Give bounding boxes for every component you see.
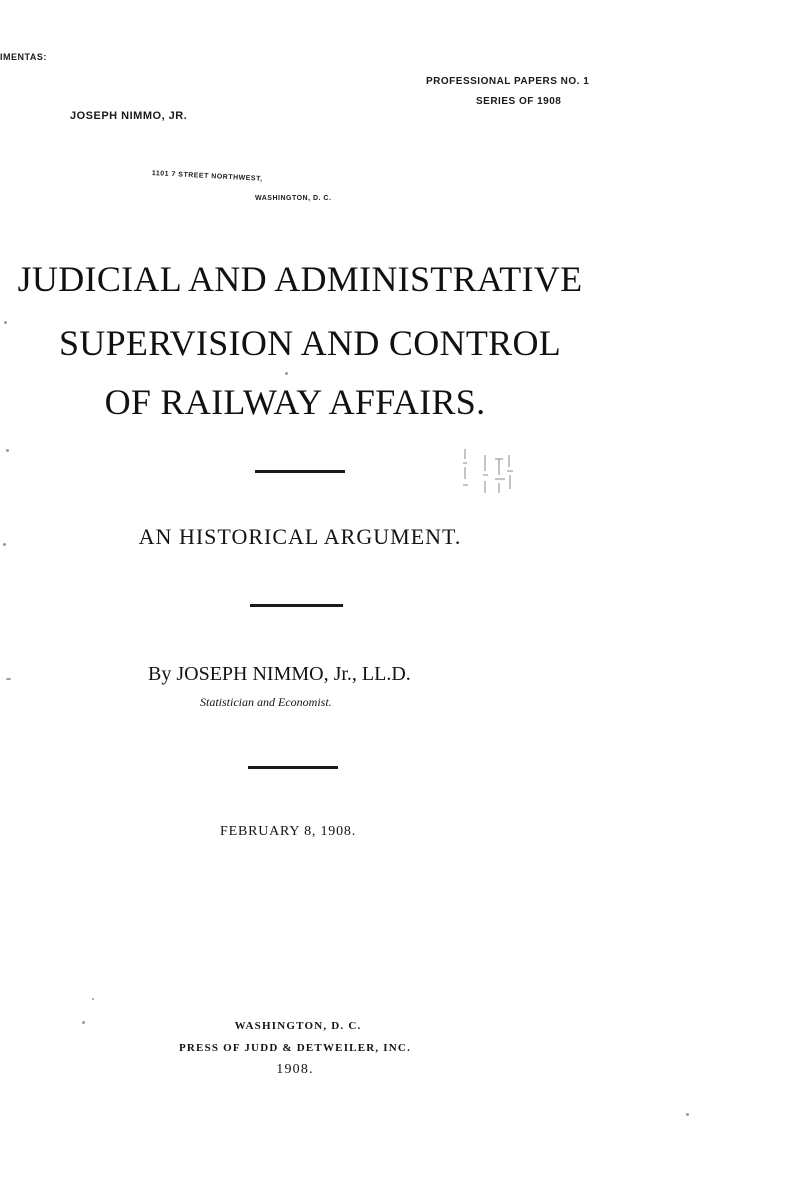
subtitle: AN HISTORICAL ARGUMENT. bbox=[138, 524, 462, 549]
scan-speck bbox=[3, 543, 6, 546]
professional-papers-stamp: PROFESSIONAL PAPERS NO. 1 bbox=[426, 76, 590, 87]
series-stamp: SERIES OF 1908 bbox=[476, 96, 562, 107]
scan-speck bbox=[686, 1113, 689, 1116]
imprint-city: WASHINGTON, D. C. bbox=[234, 1020, 362, 1032]
scan-speck bbox=[92, 998, 94, 1000]
scan-speck bbox=[6, 678, 11, 680]
address-stamp-line-1: 1101 7 STREET NORTHWEST, bbox=[151, 170, 263, 183]
scan-speck bbox=[285, 372, 288, 375]
publication-date: FEBRUARY 8, 1908. bbox=[220, 824, 356, 839]
title-line-1: JUDICIAL AND ADMINISTRATIVE bbox=[17, 259, 583, 299]
divider-rule-1 bbox=[255, 470, 345, 473]
scan-speck bbox=[82, 1021, 85, 1024]
title-line-2: SUPERVISION AND CONTROL bbox=[58, 323, 562, 363]
address-stamp-line-2: WASHINGTON, D. C. bbox=[255, 195, 332, 202]
pencil-marks bbox=[455, 445, 525, 500]
divider-rule-2 bbox=[250, 604, 343, 607]
title-line-3: OF RAILWAY AFFAIRS. bbox=[104, 382, 486, 422]
imprint-year: 1908. bbox=[276, 1062, 314, 1077]
stamp-fragment: IMENTAS: bbox=[0, 52, 47, 62]
byline-role: Statistician and Economist. bbox=[200, 695, 332, 709]
scan-speck bbox=[4, 321, 7, 324]
byline-author: By JOSEPH NIMMO, Jr., LL.D. bbox=[148, 663, 411, 685]
scan-speck bbox=[6, 449, 9, 452]
author-stamp: JOSEPH NIMMO, JR. bbox=[70, 110, 188, 122]
divider-rule-3 bbox=[248, 766, 338, 769]
imprint-press: PRESS OF JUDD & DETWEILER, INC. bbox=[178, 1042, 412, 1054]
